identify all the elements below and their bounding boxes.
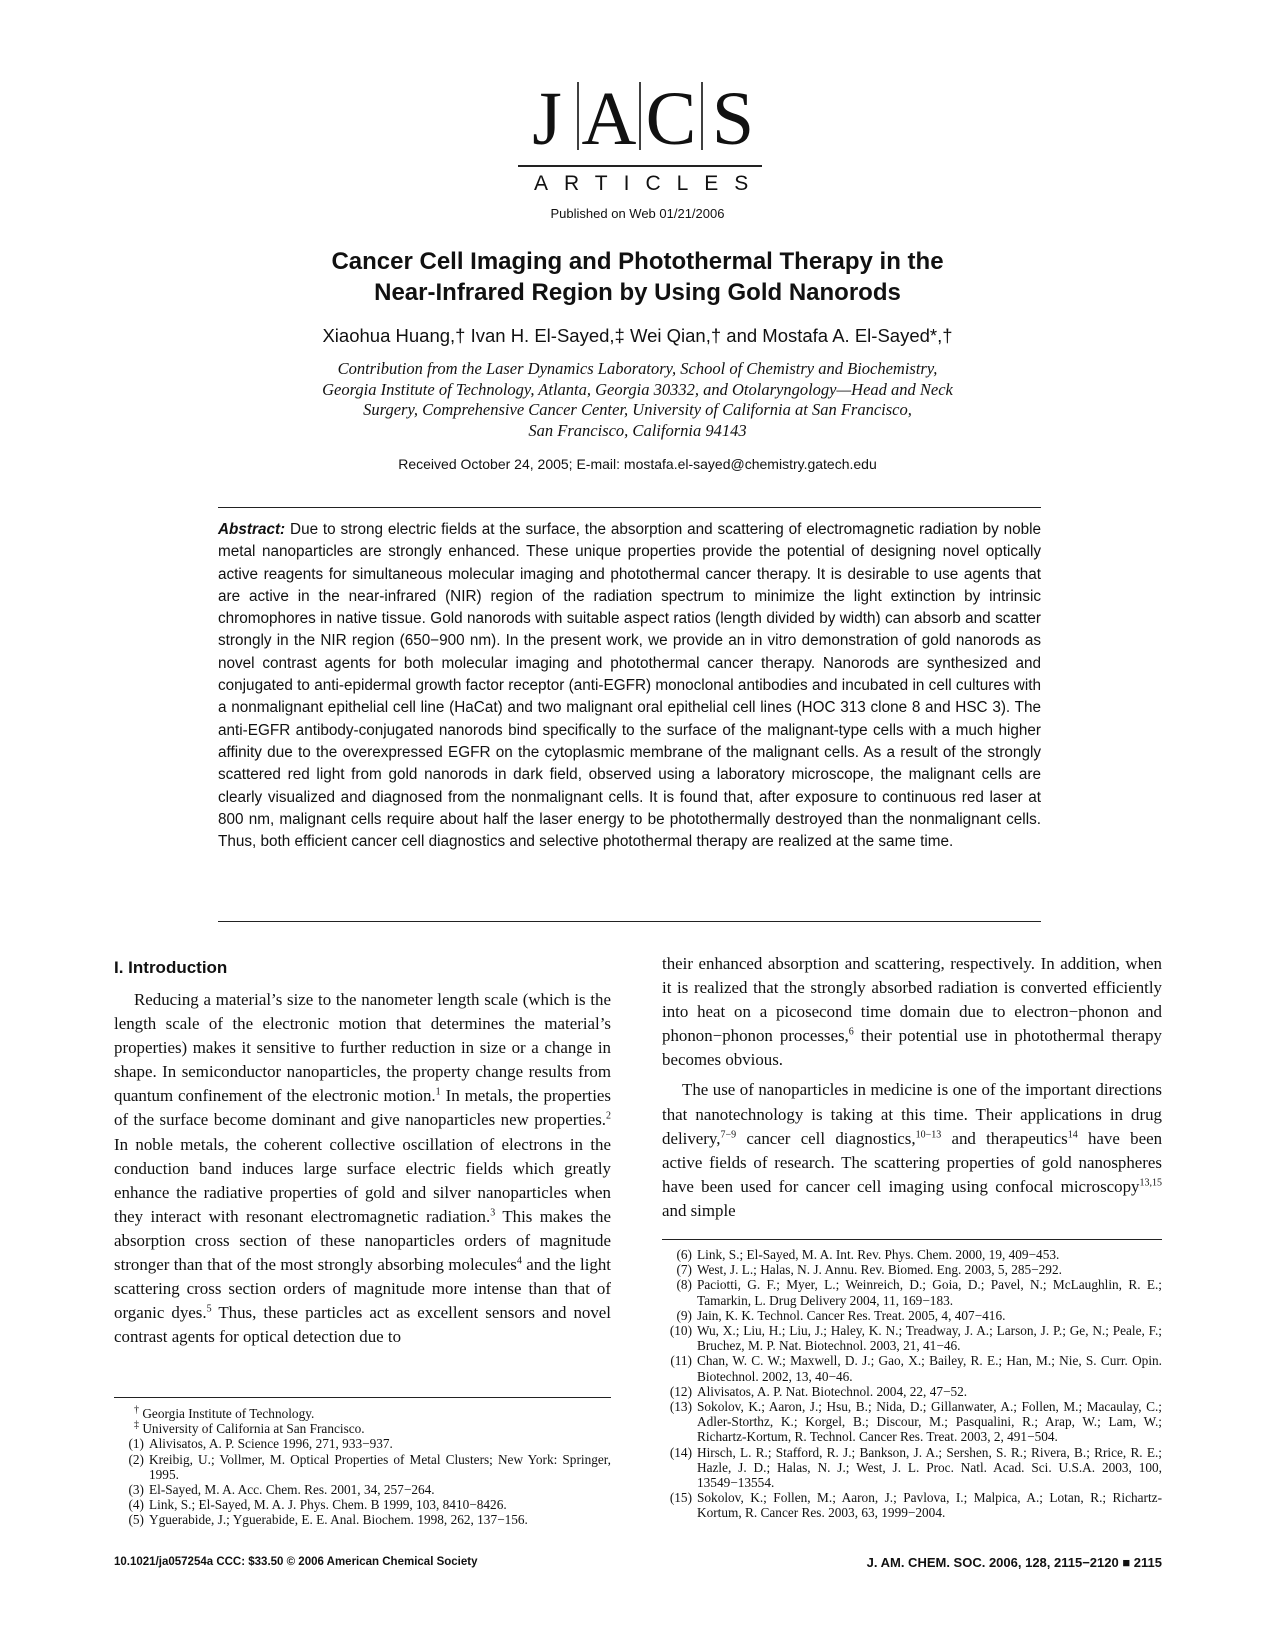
reference-text: Link, S.; El-Sayed, M. A. J. Phys. Chem. B 1999, 103, 8410−8426.: [149, 1497, 507, 1513]
reference-text: El-Sayed, M. A. Acc. Chem. Res. 2001, 34, 257−264.: [149, 1482, 435, 1498]
text-run: and the light scattering cross section orders of magnitude more intense than that of organic dyes.: [114, 1255, 611, 1323]
reference-item: [662, 1490, 1162, 1520]
citation: 3: [490, 1207, 496, 1219]
reference-item: [662, 1247, 1162, 1262]
text-run: their enhanced absorption and scattering, respectively. In addition, when it is realized that the strongly absorbed radiation is converted efficiently into heat on a picosecond time domain due to electron−phonon and phonon−phonon processes,: [662, 954, 1162, 1046]
text-run: have been active fields of research. The scattering properties of gold nanospheres have been used for cancer cell imaging using confocal microscopy: [662, 1128, 1163, 1196]
logo-letter: C: [645, 78, 697, 150]
reference-text: Jain, K. K. Technol. Cancer Res. Treat. 2005, 4, 407−416.: [697, 1307, 1006, 1323]
reference-number: (3): [128, 1482, 144, 1498]
reference-item: [662, 1445, 1162, 1491]
reference-text: Link, S.; El-Sayed, M. A. Int. Rev. Phys. Chem. 2000, 19, 409−453.: [697, 1247, 1060, 1262]
published-date: Published on Web 01/21/2006: [550, 206, 725, 221]
abstract: [218, 519, 1041, 853]
reference-number: (14): [669, 1444, 692, 1460]
footnote-mark: ‡: [134, 1419, 139, 1431]
logo-letter: S: [711, 78, 755, 150]
affiliation-footnote: [114, 1421, 611, 1436]
intro-left-column: [114, 988, 611, 1349]
reference-item: [662, 1277, 1162, 1307]
text-run: In noble metals, the coherent collective oscillation of electrons in the conduction band induces large surface electric fields which greatly enhance the radiative properties of gold and silver nanoparticles when they interact with resonant electromagnetic radiation.: [114, 1134, 611, 1226]
reference-text: Kreibig, U.; Vollmer, M. Optical Properties of Metal Clusters; New York: Springer, 1995.: [149, 1451, 611, 1482]
abstract-label: Abstract:: [218, 521, 286, 538]
citation: 5: [206, 1303, 212, 1315]
reference-number: (8): [676, 1277, 692, 1293]
abstract-text: Due to strong electric fields at the surface, the absorption and scattering of electromagnetic radiation by noble metal nanoparticles are strongly enhanced. These unique properties provide the potential of designing novel optically active reagents for simultaneous molecular imaging and photothermal cancer therapy. It is desirable to use agents that are active in the near-infrared (NIR) region of the radiation spectrum to minimize the light extinction by intrinsic chromophores in native tissue. Gold nanorods with suitable aspect ratios (length divided by width) can absorb and scatter strongly in the NIR region (650−900 nm). In the present work, we provide an in vitro demonstration of gold nanorods as novel contrast agents for both molecular imaging and photothermal cancer therapy. Nanorods are synthesized and conjugated to anti-epidermal growth factor receptor (anti-EGFR) monoclonal antibodies and incubated in cell cultures with a nonmalignant epithelial cell line (HaCat) and two malignant oral epithelial cell lines (HOC 313 clone 8 and HSC 3). The anti-EGFR antibody-conjugated nanorods bind specifically to the surface of the malignant-type cells with a much higher affinity due to the overexpressed EGFR on the cytoplasmic membrane of the malignant cells. As a result of the strongly scattered red light from gold nanorods in dark field, observed using a laboratory microscope, the malignant cells are clearly visualized and diagnosed from the nonmalignant cells. It is found that, after exposure to continuous red laser at 800 nm, malignant cells require about half the laser energy to be photothermally destroyed than the nonmalignant cells. Thus, both efficient cancer cell diagnostics and selective photothermal therapy are realized at the same time.: [218, 521, 1042, 851]
reference-item: [662, 1353, 1162, 1383]
reference-text: Hirsch, L. R.; Stafford, R. J.; Bankson, J. A.; Sershen, S. R.; Rivera, B.; Rrice, R. E.; Hazle, J. D.; Halas, N. J.; West, J. L. Proc. Natl. Acad. Sci. U.S.A. 2003, 100, 13549−13554.: [697, 1444, 1162, 1491]
footnote-rule: [114, 1397, 611, 1398]
citation: 13,15: [1139, 1177, 1162, 1189]
reference-item: [662, 1384, 1162, 1399]
reference-number: (4): [128, 1497, 144, 1513]
paragraph: [662, 1078, 1162, 1223]
footnote-text: University of California at San Francisco.: [142, 1421, 365, 1437]
reference-text: Yguerabide, J.; Yguerabide, E. E. Anal. Biochem. 1998, 262, 137−156.: [149, 1512, 528, 1528]
reference-text: Paciotti, G. F.; Myer, L.; Weinreich, D.; Goia, D.; Pavel, N.; McLaughlin, R. E.; Tamarkin, L. Drug Delivery 2004, 11, 169−183.: [697, 1277, 1162, 1308]
reference-text: Alivisatos, A. P. Nat. Biotechnol. 2004, 22, 47−52.: [697, 1383, 968, 1399]
footnotes-left: [114, 1406, 611, 1528]
reference-number: (11): [670, 1353, 692, 1369]
citation: 6: [848, 1026, 854, 1038]
reference-item: [662, 1262, 1162, 1277]
reference-text: Sokolov, K.; Aaron, J.; Hsu, B.; Nida, D.; Gillanwater, A.; Follen, M.; Macaulay, C.; Adler-Storthz, K.; Korgel, B.; Discour, M.; Pasqualini, R.; Arap, W.; Lam, W.; Richartz-Kortum, R. Technol. Cancer Res. Treat. 2003, 2, 491−504.: [697, 1399, 1162, 1445]
reference-text: West, J. L.; Halas, N. J. Annu. Rev. Biomed. Eng. 2003, 5, 285−292.: [697, 1262, 1062, 1278]
affiliation: [0, 359, 1275, 441]
intro-right-column: [662, 952, 1162, 1223]
reference-number: (5): [128, 1512, 144, 1528]
reference-text: Wu, X.; Liu, H.; Liu, J.; Haley, K. N.; Treadway, J. A.; Larson, J. P.; Ge, N.; Peale, F.; Bruchez, M. P. Nat. Biotechnol. 2003, 21, 41−46.: [697, 1323, 1162, 1354]
footer-citation: J. AM. CHEM. SOC. 2006, 128, 2115−2120 ■ 2115: [866, 1555, 1162, 1570]
footnote-text: Georgia Institute of Technology.: [142, 1406, 315, 1421]
reference-item: [662, 1323, 1162, 1353]
text-run: Reducing a material’s size to the nanometer length scale (which is the length scale of the electronic motion that determines the material’s properties) makes it sensitive to further reduction in size or a change in shape. In semiconductor nanoparticles, the property change results from quantum confinement of the electronic motion.: [114, 990, 611, 1106]
reference-number: (6): [676, 1247, 692, 1262]
citation: 4: [516, 1255, 522, 1267]
section-label: ARTICLES: [534, 172, 765, 195]
reference-text: Sokolov, K.; Follen, M.; Aaron, J.; Pavlova, I.; Malpica, A.; Lotan, R.; Richartz-Kortum, R. Cancer Res. 2003, 63, 1999−2004.: [697, 1490, 1162, 1521]
reference-item: [114, 1436, 611, 1451]
logo-letter: A: [581, 78, 637, 150]
text-run: cancer cell diagnostics,: [736, 1128, 916, 1148]
abstract-top-rule: [218, 507, 1041, 508]
affiliation-line: Georgia Institute of Technology, Atlanta, Georgia 30332, and Otolaryngology—Head and Neck: [322, 379, 953, 399]
reference-number: (2): [128, 1451, 144, 1467]
citation: 1: [435, 1086, 441, 1098]
reference-text: Chan, W. C. W.; Maxwell, D. J.; Gao, X.; Bailey, R. E.; Han, M.; Nie, S. Curr. Opin. Biotechnol. 2002, 13, 40−46.: [697, 1353, 1162, 1384]
article-title: [0, 246, 1275, 308]
title-line: Cancer Cell Imaging and Photothermal Therapy in the: [331, 248, 944, 275]
paragraph: [662, 952, 1162, 1072]
reference-item: [662, 1399, 1162, 1445]
citation: 10−13: [915, 1129, 942, 1141]
reference-item: [114, 1452, 611, 1482]
footnotes-right: [662, 1247, 1162, 1521]
affiliation-line: Surgery, Comprehensive Cancer Center, University of California at San Francisco,: [363, 400, 912, 419]
received-email-line: Received October 24, 2005; E-mail: mostafa.el-sayed@chemistry.gatech.edu: [398, 456, 877, 472]
text-run: their potential use in photothermal therapy becomes obvious.: [662, 1026, 1162, 1070]
footnote-rule: [662, 1239, 1162, 1240]
footnote-mark: †: [134, 1404, 139, 1416]
abstract-bottom-rule: [218, 921, 1041, 922]
reference-text: Alivisatos, A. P. Science 1996, 271, 933−937.: [149, 1436, 393, 1452]
author-list: Xiaohua Huang,† Ivan H. El-Sayed,‡ Wei Qian,† and Mostafa A. El-Sayed*,†: [322, 325, 953, 346]
affiliation-line: Contribution from the Laser Dynamics Laboratory, School of Chemistry and Biochemistry,: [337, 359, 938, 378]
logo-letter: J: [532, 78, 562, 150]
reference-number: (15): [669, 1490, 692, 1506]
footer-doi: 10.1021/ja057254a CCC: $33.50 © 2006 American Chemical Society: [114, 1556, 478, 1568]
citation: 2: [606, 1110, 611, 1122]
journal-logo: [518, 78, 762, 150]
reference-number: (12): [669, 1383, 692, 1399]
section-heading: I. Introduction: [114, 958, 228, 977]
reference-item: [662, 1308, 1162, 1323]
reference-number: (13): [669, 1399, 692, 1415]
title-line: Near-Infrared Region by Using Gold Nanorods: [374, 279, 901, 306]
citation: 7−9: [720, 1129, 737, 1141]
paragraph: [114, 988, 611, 1349]
text-run: In metals, the properties of the surface become dominant and give nanoparticles new properties.: [114, 1086, 611, 1130]
affiliation-line: San Francisco, California 94143: [528, 420, 747, 440]
text-run: Thus, these particles act as excellent sensors and novel contrast agents for optical detection due to: [114, 1303, 611, 1347]
reference-item: [114, 1482, 611, 1497]
reference-number: (7): [676, 1262, 692, 1278]
affiliation-footnote: [114, 1406, 611, 1421]
reference-number: (1): [128, 1436, 144, 1452]
text-run: and simple: [662, 1200, 736, 1220]
reference-item: [114, 1512, 611, 1527]
text-run: and therapeutics: [941, 1128, 1068, 1148]
text-run: The use of nanoparticles in medicine is one of the important directions that nanotechnology is taking at this time. Their applications in drug delivery,: [662, 1080, 1162, 1148]
citation: 14: [1067, 1129, 1078, 1141]
reference-item: [114, 1497, 611, 1512]
reference-number: (9): [676, 1307, 692, 1323]
text-run: This makes the absorption cross section of these nanoparticles orders of magnitude stronger than that of the most strongly absorbing molecules: [114, 1206, 611, 1275]
reference-number: (10): [669, 1323, 692, 1339]
logo-rule: [518, 165, 762, 167]
